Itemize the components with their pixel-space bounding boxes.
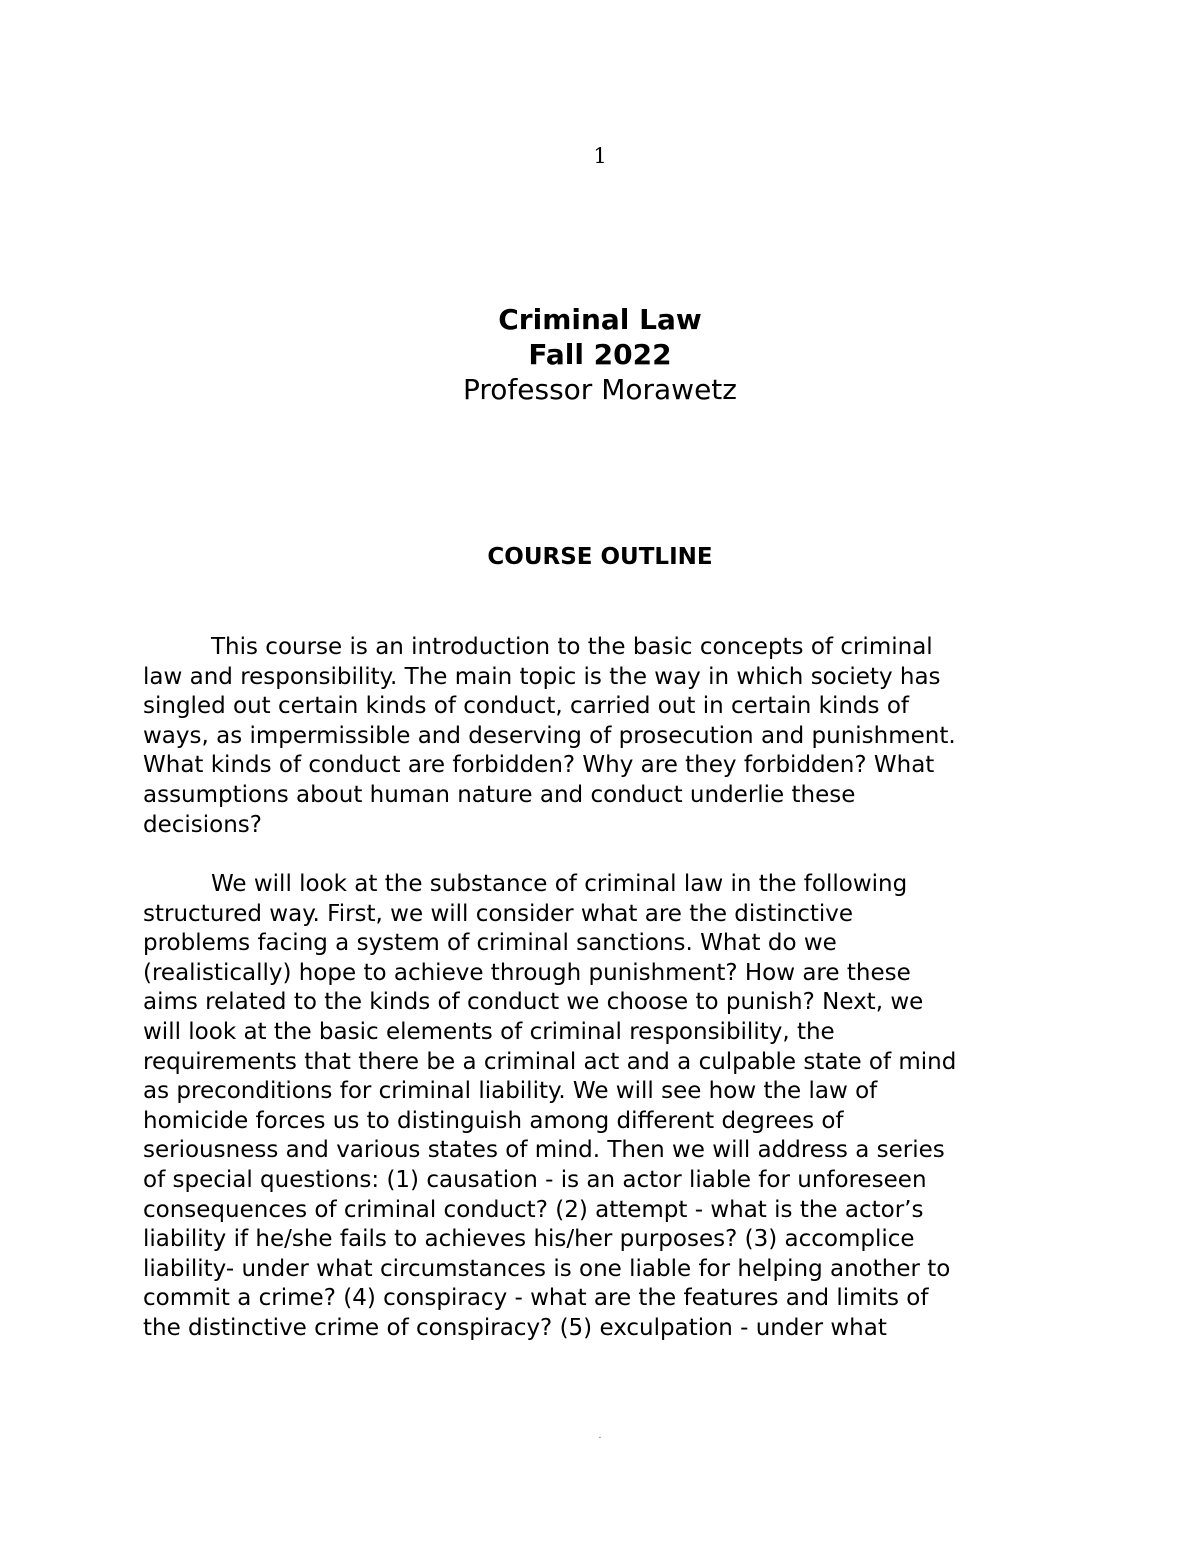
paragraph-line: commit a crime? (4) conspiracy - what are the features and limits of <box>143 1285 929 1312</box>
course-outline-heading: COURSE OUTLINE <box>487 544 713 570</box>
paragraph-structure <box>143 870 1053 1344</box>
paragraph-line: consequences of criminal conduct? (2) attempt - what is the actor’s <box>143 1196 924 1223</box>
paragraph-line: seriousness and various states of mind. Then we will address a series <box>143 1137 945 1164</box>
paragraph-line: requirements that there be a criminal act and a culpable state of mind <box>143 1048 957 1075</box>
paragraph-line: (realistically) hope to achieve through punishment? How are these <box>143 959 911 986</box>
paragraph-line: law and responsibility. The main topic is the way in which society has <box>143 663 941 690</box>
paragraph-line: as preconditions for criminal liability. We will see how the law of <box>143 1078 878 1105</box>
paragraph-line: problems facing a system of criminal sanctions. What do we <box>143 930 837 957</box>
paragraph-line: structured way. First, we will consider what are the distinctive <box>143 900 854 927</box>
title-block <box>0 302 1200 407</box>
paragraph-line: liability- under what circumstances is one liable for helping another to <box>143 1255 951 1282</box>
course-term: Fall 2022 <box>528 338 672 371</box>
paragraph-line: decisions? <box>143 811 262 838</box>
paragraph-line: the distinctive crime of conspiracy? (5) exculpation - under what <box>143 1314 887 1341</box>
paragraph-line: of special questions: (1) causation - is an actor liable for unforeseen <box>143 1166 927 1193</box>
paragraph-line: This course is an introduction to the basic concepts of criminal <box>211 634 933 660</box>
paragraph-line: singled out certain kinds of conduct, carried out in certain kinds of <box>143 693 909 720</box>
paragraph-line: We will look at the substance of criminal law in the following <box>211 871 908 897</box>
professor-name: Professor Morawetz <box>463 373 737 406</box>
paragraph-line: aims related to the kinds of conduct we choose to punish? Next, we <box>143 989 924 1016</box>
paragraph-line: will look at the basic elements of criminal responsibility, the <box>143 1018 835 1045</box>
course-title: Criminal Law <box>498 303 702 336</box>
paragraph-line: What kinds of conduct are forbidden? Why are they forbidden? What <box>143 752 935 779</box>
paragraph-line: liability if he/she fails to achieves his/her purposes? (3) accomplice <box>143 1226 915 1253</box>
footer-mark: . <box>598 1430 602 1441</box>
page-number: 1 <box>593 144 607 168</box>
paragraph-line: homicide forces us to distinguish among different degrees of <box>143 1107 844 1134</box>
paragraph-line: assumptions about human nature and conduct underlie these <box>143 781 856 808</box>
paragraph-line: ways, as impermissible and deserving of prosecution and punishment. <box>143 722 956 749</box>
paragraph-intro <box>143 633 1053 840</box>
